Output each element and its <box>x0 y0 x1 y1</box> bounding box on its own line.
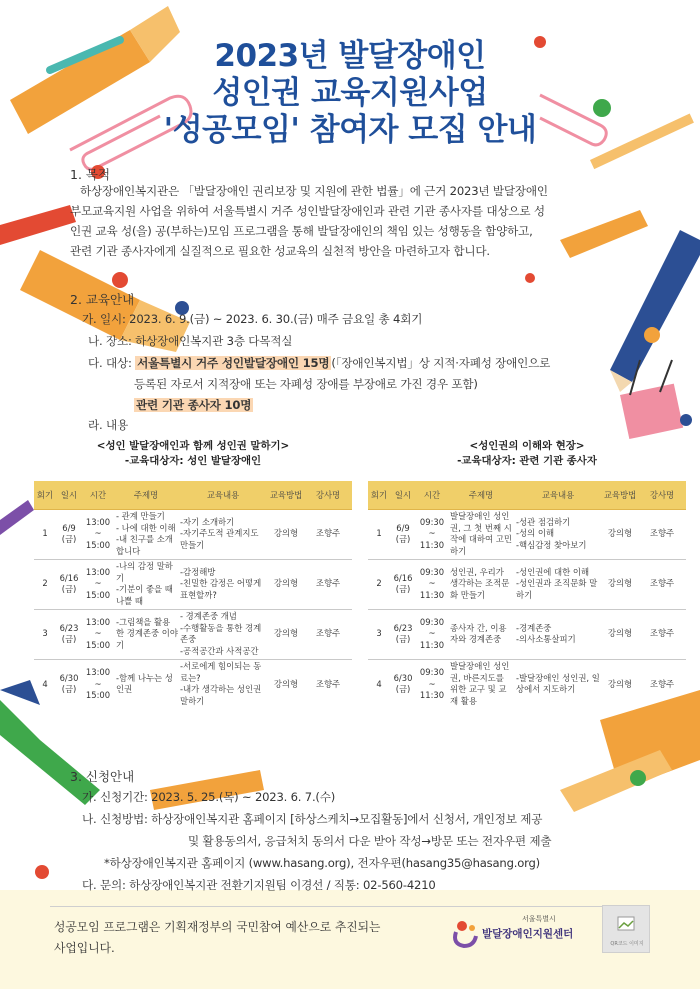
header-cell: 일시 <box>56 481 82 509</box>
right-table-subtitle: -교육대상자: 관련 기관 종사자 <box>457 455 597 467</box>
header-cell: 교육방법 <box>268 481 304 509</box>
session-cell: 4 <box>376 678 382 689</box>
content-cell: -자기 소개하기 -자기주도적 관계지도 만들기 <box>180 516 259 550</box>
topic-cell: 발달장애인 성인권, 그 첫 번째 시작에 대하여 고민하기 <box>450 511 512 556</box>
content-cell: -발달장애인 성인권, 일상에서 지도하기 <box>516 672 600 695</box>
org-logo-small-text: 서울특별시 <box>522 915 556 923</box>
method-cell: 강의형 <box>273 578 299 589</box>
org-logo-main-text: 발달장애인지원센터 <box>482 928 574 940</box>
method-cell: 강의형 <box>273 528 299 539</box>
time-cell: 09:30 ~ 11:30 <box>419 516 445 550</box>
topic-cell: -함께 나누는 성인권 <box>116 672 173 695</box>
table-row <box>34 659 352 709</box>
time-cell: 13:00 ~ 15:00 <box>85 516 111 550</box>
title-line-1: 2023년 발달장애인 <box>214 38 486 74</box>
header-cell: 일시 <box>390 481 416 509</box>
time-cell: 09:30 ~ 11:30 <box>419 616 445 650</box>
purpose-line: 관련 기관 종사자에게 실질적으로 필요한 성교육의 실천적 방안을 마련하고자 합니다. <box>70 244 490 258</box>
header-cell: 회기 <box>368 481 390 509</box>
table-header-row <box>34 481 352 509</box>
content-cell: - 경계존중 개념 -수행활동을 통한 경계존중 -공적공간과 사적공간 <box>180 611 262 656</box>
method-cell: 강의형 <box>607 628 633 639</box>
header-cell: 주제명 <box>448 481 514 509</box>
header-cell: 주제명 <box>114 481 178 509</box>
date-cell: 6/30 (금) <box>59 672 79 695</box>
header-cell: 시간 <box>82 481 114 509</box>
teacher-cell: 조향주 <box>315 678 341 689</box>
section-edu-heading: 2. 교육안내 <box>70 292 135 307</box>
teacher-cell: 조향주 <box>315 628 341 639</box>
apply-method-2: 및 활용동의서, 응급처치 동의서 다운 받아 작성→방문 또는 전자우편 제출 <box>188 834 552 848</box>
teacher-cell: 조향주 <box>649 528 675 539</box>
purpose-line: 인권 교육 성(을) 공(부하는)모임 프로그램을 통해 발달장애인의 책임 있는 성행동을 함양하고, <box>70 224 533 238</box>
edu-target-label: 다. 대상: <box>88 356 136 370</box>
method-cell: 강의형 <box>607 528 633 539</box>
table-row <box>368 559 686 609</box>
topic-cell: - 관계 만들기 - 나에 대한 이해 -내 친구를 소개합니다 <box>116 511 176 556</box>
edu-target-rest: (「장애인복지법」상 지적·자폐성 장애인으로 <box>331 356 551 370</box>
session-cell: 1 <box>376 528 382 539</box>
section-purpose-body <box>70 181 650 261</box>
left-schedule-table <box>34 481 352 709</box>
header-cell: 시간 <box>416 481 448 509</box>
time-cell: 09:30 ~ 11:30 <box>419 566 445 600</box>
topic-cell: 발달장애인 성인권, 바른지도를 위한 교구 및 교재 활용 <box>450 661 510 706</box>
table-row <box>368 509 686 559</box>
date-cell: 6/9 (금) <box>61 522 77 544</box>
org-logo <box>452 912 582 952</box>
session-cell: 2 <box>376 578 382 589</box>
topic-cell: 종사자 간, 이용자와 경계존중 <box>450 622 507 644</box>
method-cell: 강의형 <box>607 578 633 589</box>
content-cell: -성인권에 대한 이해 -성인권과 조직문화 말하기 <box>516 566 598 600</box>
org-logo-icon <box>452 918 478 948</box>
time-cell: 13:00 ~ 15:00 <box>85 616 111 650</box>
qr-caption: QR코드 이미지 <box>610 941 644 947</box>
apply-note: *하상장애인복지관 홈페이지 (www.hasang.org), 전자우편(hasang35@hasang.org) <box>104 856 540 870</box>
content-cell: -경계존중 -의사소통살피기 <box>516 622 576 644</box>
time-cell: 13:00 ~ 15:00 <box>85 566 111 600</box>
teacher-cell: 조향주 <box>649 678 675 689</box>
left-table-subtitle: -교육대상자: 성인 발달장애인 <box>124 455 262 467</box>
left-table-title: <성인 발달장애인과 함께 성인권 말하기> <box>96 440 290 452</box>
date-cell: 6/9 (금) <box>395 522 411 544</box>
title-line-3: '성공모임' 참여자 모집 안내 <box>163 112 537 148</box>
table-header-row <box>368 481 686 509</box>
header-cell: 강사명 <box>638 481 686 509</box>
edu-date: 가. 일시: 2023. 6. 9.(금) ~ 2023. 6. 30.(금) 매주 금요일 총 4회기 <box>82 312 423 326</box>
header-cell: 회기 <box>34 481 56 509</box>
image-placeholder-icon <box>616 914 636 934</box>
footer-line-1: 성공모임 프로그램은 기획재정부의 국민참여 예산으로 추진되는 <box>54 920 381 934</box>
session-cell: 3 <box>376 628 382 639</box>
session-cell: 2 <box>42 578 48 589</box>
teacher-cell: 조향주 <box>649 578 675 589</box>
header-cell: 교육내용 <box>178 481 268 509</box>
title-line-2: 성인권 교육지원사업 <box>212 75 488 111</box>
session-cell: 3 <box>42 628 48 639</box>
apply-contact: 다. 문의: 하상장애인복지관 전환기지원팀 이경선 / 직통: 02-560-4210 <box>82 878 436 892</box>
edu-target-line2: 등록된 자로서 지적장애 또는 자폐성 장애를 부장애로 가진 경우 포함) <box>134 377 478 391</box>
table-row <box>34 609 352 659</box>
date-cell: 6/16 (금) <box>59 572 79 594</box>
teacher-cell: 조향주 <box>649 628 675 639</box>
session-cell: 1 <box>42 528 48 539</box>
teacher-cell: 조향주 <box>315 528 341 539</box>
binder-clip-decoration <box>620 384 683 439</box>
method-cell: 강의형 <box>273 678 299 689</box>
date-cell: 6/23 (금) <box>393 622 413 644</box>
footer-line-2: 사업입니다. <box>54 941 115 955</box>
table-row <box>34 559 352 609</box>
content-cell: -감정해방 -친밀한 감정은 어떻게 표현할까? <box>180 566 262 600</box>
edu-target-line3 <box>134 395 253 415</box>
table-row <box>34 509 352 559</box>
date-cell: 6/16 (금) <box>393 572 413 594</box>
teacher-cell: 조향주 <box>315 578 341 589</box>
topic-cell: 성인권, 우리가 생각하는 조적문화 만들기 <box>450 566 510 600</box>
section-purpose-heading: 1. 목적 <box>70 167 111 182</box>
page-title <box>0 38 700 149</box>
right-schedule-table <box>368 481 686 709</box>
date-cell: 6/30 (금) <box>393 672 413 695</box>
topic-cell: -나의 감정 말하기 -기분이 좋을 때 나쁠 때 <box>116 561 173 606</box>
topic-cell: -그림책을 활용한 경계존중 이야기 <box>116 616 178 650</box>
edu-target <box>88 353 550 373</box>
time-cell: 13:00 ~ 15:00 <box>85 667 111 700</box>
time-cell: 09:30 ~ 11:30 <box>419 667 445 700</box>
session-cell: 4 <box>42 678 48 689</box>
method-cell: 강의형 <box>273 628 299 639</box>
header-cell: 교육방법 <box>602 481 638 509</box>
edu-place: 나. 장소: 하상장애인복지관 3층 다목적실 <box>88 334 293 348</box>
table-row <box>368 659 686 709</box>
edu-target-highlight: 서울특별시 거주 성인발달장애인 15명 <box>137 356 330 370</box>
table-row <box>368 609 686 659</box>
right-table-block <box>368 439 686 709</box>
right-table-title: <성인권의 이해와 현장> <box>469 440 585 452</box>
apply-method-1: 나. 신청방법: 하상장애인복지관 홈페이지 [하상스케치→모집활동]에서 신청서, 개인정보 제공 <box>82 812 543 826</box>
footer-note <box>54 917 380 959</box>
qr-code-image <box>602 905 650 953</box>
apply-period: 가. 신청기간: 2023. 5. 25.(목) ~ 2023. 6. 7.(수) <box>82 790 336 804</box>
edu-content-label: 라. 내용 <box>88 418 128 432</box>
left-table-block <box>34 439 352 709</box>
pencil-decoration <box>0 205 76 245</box>
right-table-body <box>368 509 686 709</box>
left-table-body <box>34 509 352 709</box>
content-cell: -성관 점검하기 -성의 이해 -핵심감정 찾아보기 <box>516 516 587 550</box>
content-cell: -서로에게 힘이되는 동료는? -내가 생각하는 성인권 말하기 <box>180 661 262 706</box>
date-cell: 6/23 (금) <box>59 622 79 644</box>
header-cell: 강사명 <box>304 481 352 509</box>
header-cell: 교육내용 <box>514 481 602 509</box>
edu-target-staff: 관련 기관 종사자 10명 <box>136 398 252 412</box>
purpose-line: 하상장애인복지관은 「발달장애인 권리보장 및 지원에 관한 법률」에 근거 2023년 발달장애인 <box>80 184 548 198</box>
footer-divider <box>50 906 650 907</box>
purpose-line: 부모교육지원 사업을 위하여 서울특별시 거주 성인발달장애인과 관련 기관 종사자를 대상으로 성 <box>70 204 545 218</box>
method-cell: 강의형 <box>607 678 633 689</box>
section-apply-heading: 3. 신청안내 <box>70 769 135 784</box>
